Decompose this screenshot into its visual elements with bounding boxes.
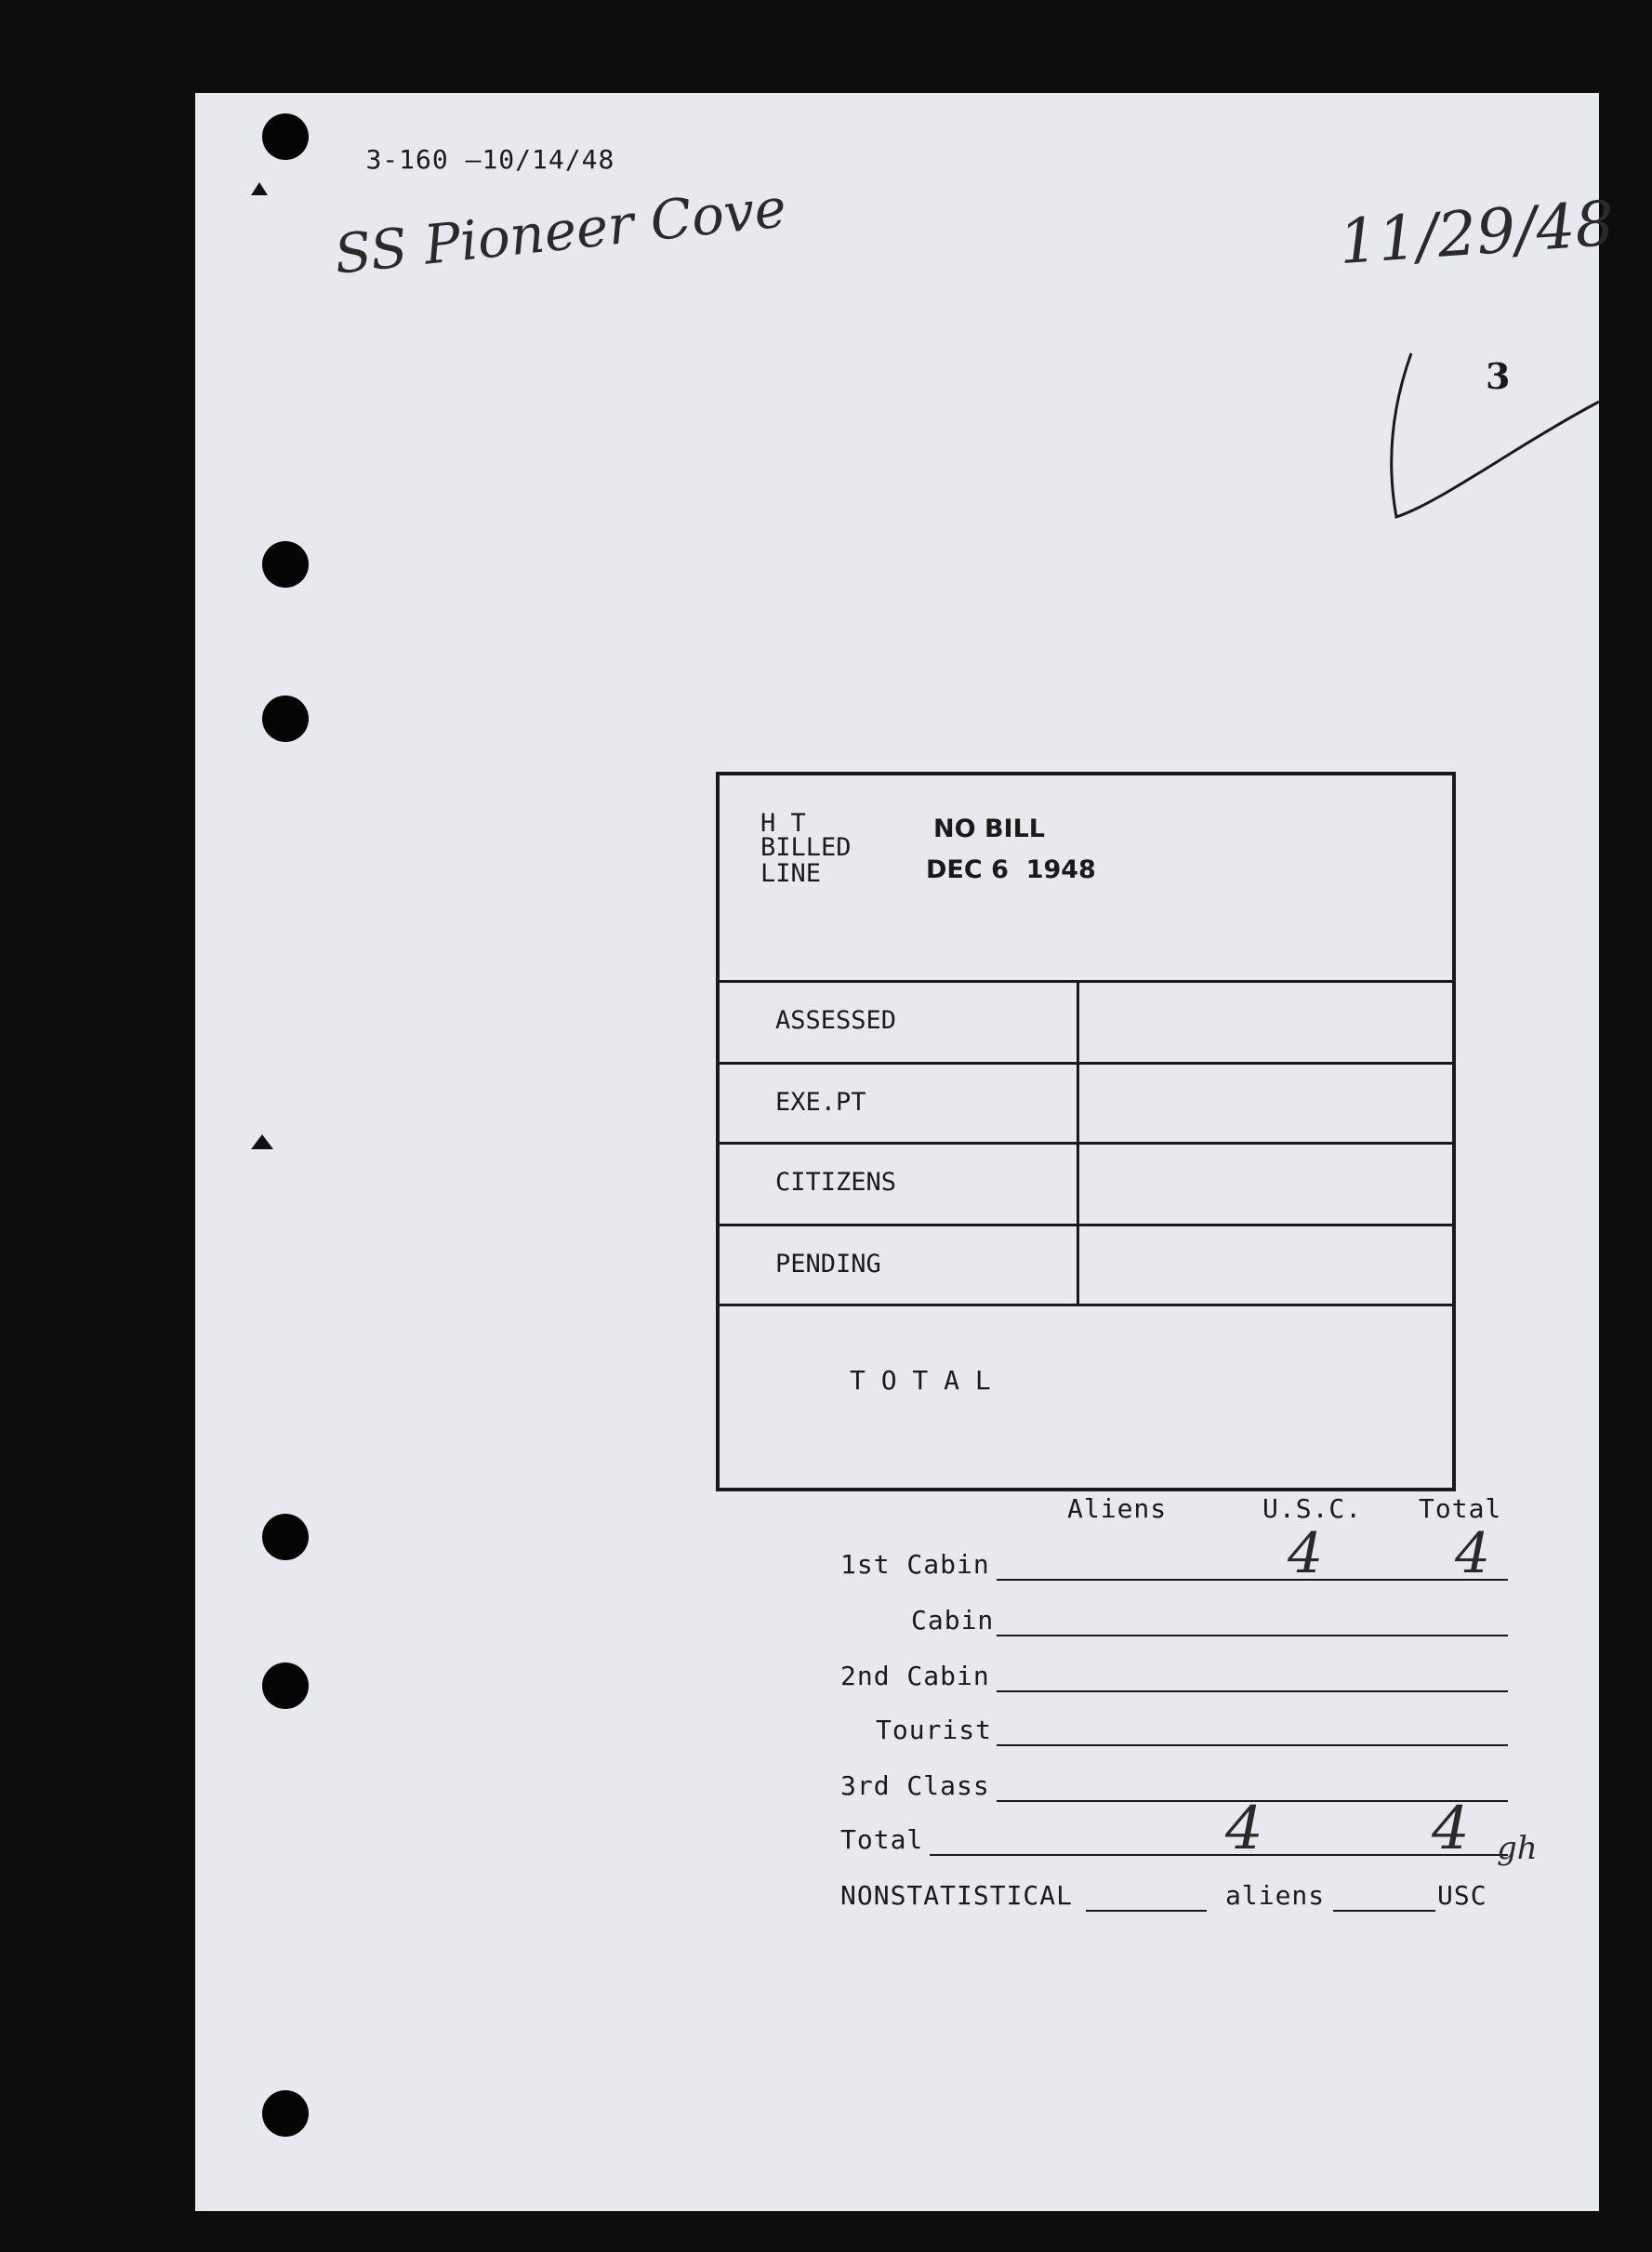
tally-row-label: 3rd Class — [840, 1770, 990, 1801]
tally-row-line — [997, 1579, 1508, 1581]
tally-row-line — [997, 1635, 1508, 1636]
punch-hole — [262, 695, 309, 742]
stamp-column-divider — [1077, 980, 1079, 1305]
handwritten-initials: gh — [1497, 1830, 1538, 1867]
stamp-row-citizens: CITIZENS — [775, 1168, 897, 1197]
stamp-billed-label: BILLED — [760, 833, 852, 862]
tally-row-line — [997, 1744, 1508, 1746]
handwritten-ship-name: SS Pioneer Cove — [331, 176, 789, 286]
margin-mark — [251, 1134, 273, 1149]
document-page — [195, 93, 1617, 2211]
nonstat-aliens-line — [1086, 1910, 1207, 1912]
tally-row-label: Cabin — [911, 1605, 995, 1636]
stamp-divider — [720, 1142, 1452, 1145]
punch-hole — [262, 1663, 309, 1709]
tally-header-usc: U.S.C. — [1262, 1493, 1363, 1524]
margin-mark — [251, 182, 268, 195]
stamp-row-assessed: ASSESSED — [775, 1006, 897, 1035]
tally-header-aliens: Aliens — [1067, 1493, 1168, 1524]
stamp-row-pending: PENDING — [775, 1250, 881, 1278]
tally-header-total: Total — [1419, 1493, 1502, 1524]
tally-row-label: Tourist — [876, 1715, 993, 1745]
handwritten-date: 11/29/48 — [1336, 187, 1617, 279]
tally-row-line — [930, 1854, 1508, 1856]
punch-hole — [262, 1514, 309, 1560]
nonstat-aliens-label: aliens — [1225, 1880, 1326, 1911]
check-mark-icon — [1367, 344, 1599, 530]
stamp-row-exempt: EXE.PT — [775, 1088, 866, 1117]
tally-total-value: 4 — [1432, 1795, 1470, 1863]
stamp-divider — [720, 1224, 1452, 1226]
file-number: 3-160 — [365, 144, 449, 175]
tally-row-label: Total — [840, 1824, 924, 1855]
punch-hole — [262, 2090, 309, 2137]
nonstat-label: NONSTATISTICAL — [840, 1880, 1074, 1911]
tally-usc-value: 4 — [1288, 1521, 1324, 1586]
stamp-line-label: LINE — [760, 859, 822, 888]
tally-total-value: 4 — [1455, 1521, 1491, 1586]
file-reference: 3-160 —10/14/48 — [365, 144, 615, 175]
tally-row-label: 1st Cabin — [840, 1549, 990, 1580]
billing-stamp — [716, 772, 1456, 1491]
punch-hole — [262, 541, 309, 588]
stamp-date: DEC 6 1948 — [926, 855, 1096, 884]
page-number: 3 — [1486, 355, 1511, 397]
stamp-divider — [720, 1304, 1452, 1306]
nonstat-usc-line — [1333, 1910, 1435, 1912]
stamp-no-bill: NO BILL — [933, 815, 1045, 843]
tally-usc-value: 4 — [1225, 1795, 1263, 1863]
stamp-total-label: T O T A L — [850, 1365, 991, 1396]
stamp-ht-label: H T — [760, 809, 806, 838]
file-date: 10/14/48 — [482, 144, 615, 175]
tally-row-label: 2nd Cabin — [840, 1661, 990, 1691]
tally-row-line — [997, 1690, 1508, 1692]
stamp-divider — [720, 980, 1452, 983]
stamp-divider — [720, 1062, 1452, 1065]
nonstat-usc-label: USC — [1437, 1880, 1487, 1911]
